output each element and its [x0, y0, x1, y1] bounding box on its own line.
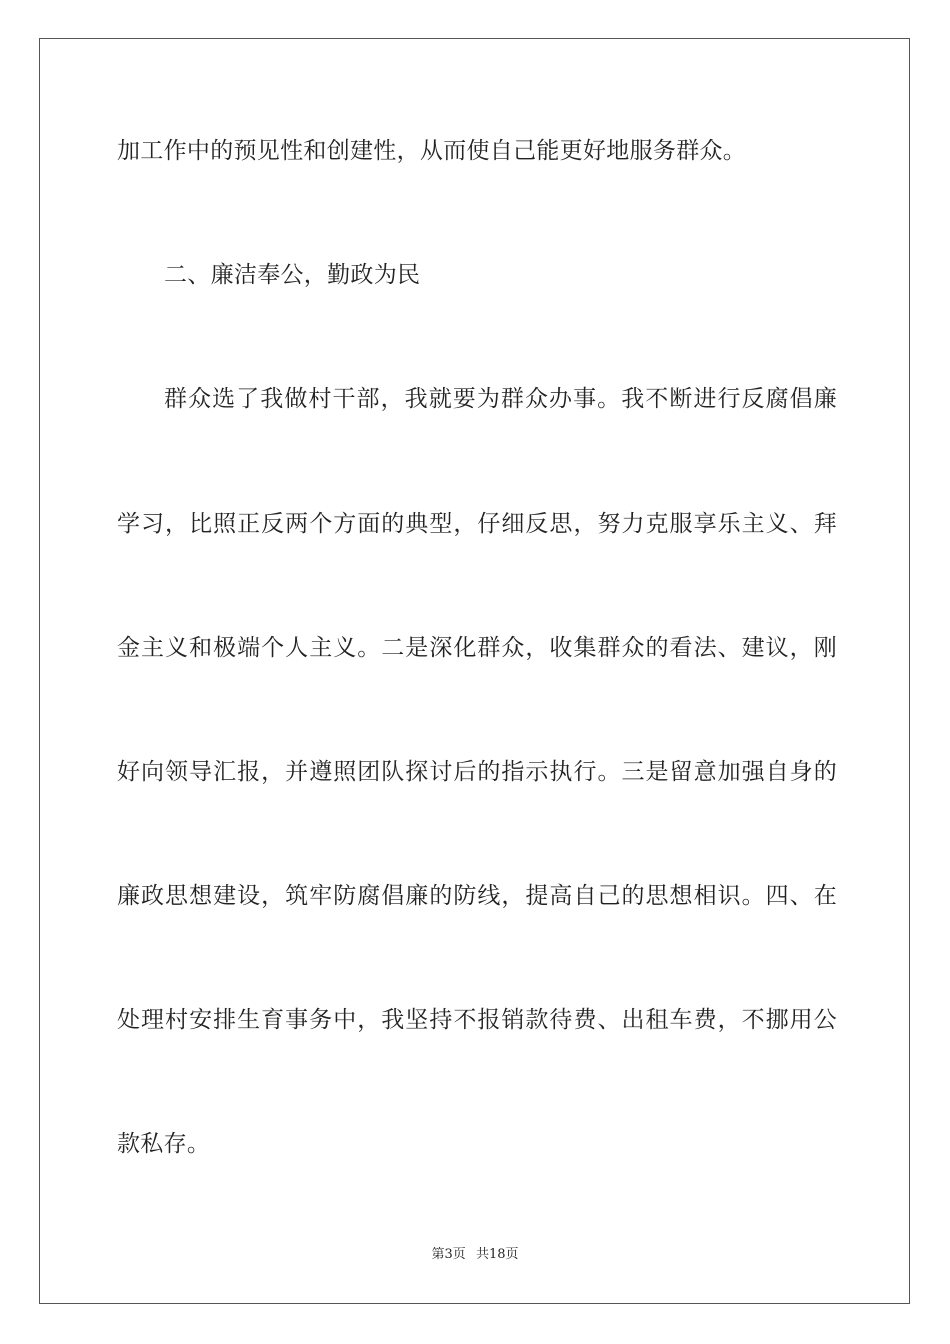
paragraph-line: 廉政思想建设，筑牢防腐倡廉的防线，提高自己的思想相识。四、在: [117, 883, 837, 909]
paragraph-line: 学习，比照正反两个方面的典型，仔细反思，努力克服享乐主义、拜: [117, 511, 837, 537]
paragraph-line: 金主义和极端个人主义。二是深化群众，收集群众的看法、建议，刚: [117, 635, 837, 661]
paragraph-line: 处理村安排生育事务中，我坚持不报销款待费、出租车费，不挪用公: [117, 1007, 837, 1033]
section-heading: 二、廉洁奉公，勤政为民: [164, 262, 421, 288]
page-number: 第3页: [431, 1247, 466, 1262]
paragraph-line: 款私存。: [117, 1131, 211, 1157]
page-border: [39, 38, 910, 1304]
page-total: 共18页: [475, 1247, 519, 1262]
paragraph-line: 群众选了我做村干部，我就要为群众办事。我不断进行反腐倡廉: [164, 386, 837, 412]
paragraph-line: 加工作中的预见性和创建性，从而使自己能更好地服务群众。: [117, 138, 747, 164]
paragraph-line: 好向领导汇报，并遵照团队探讨后的指示执行。三是留意加强自身的: [117, 759, 837, 785]
page-footer: [0, 1247, 950, 1263]
